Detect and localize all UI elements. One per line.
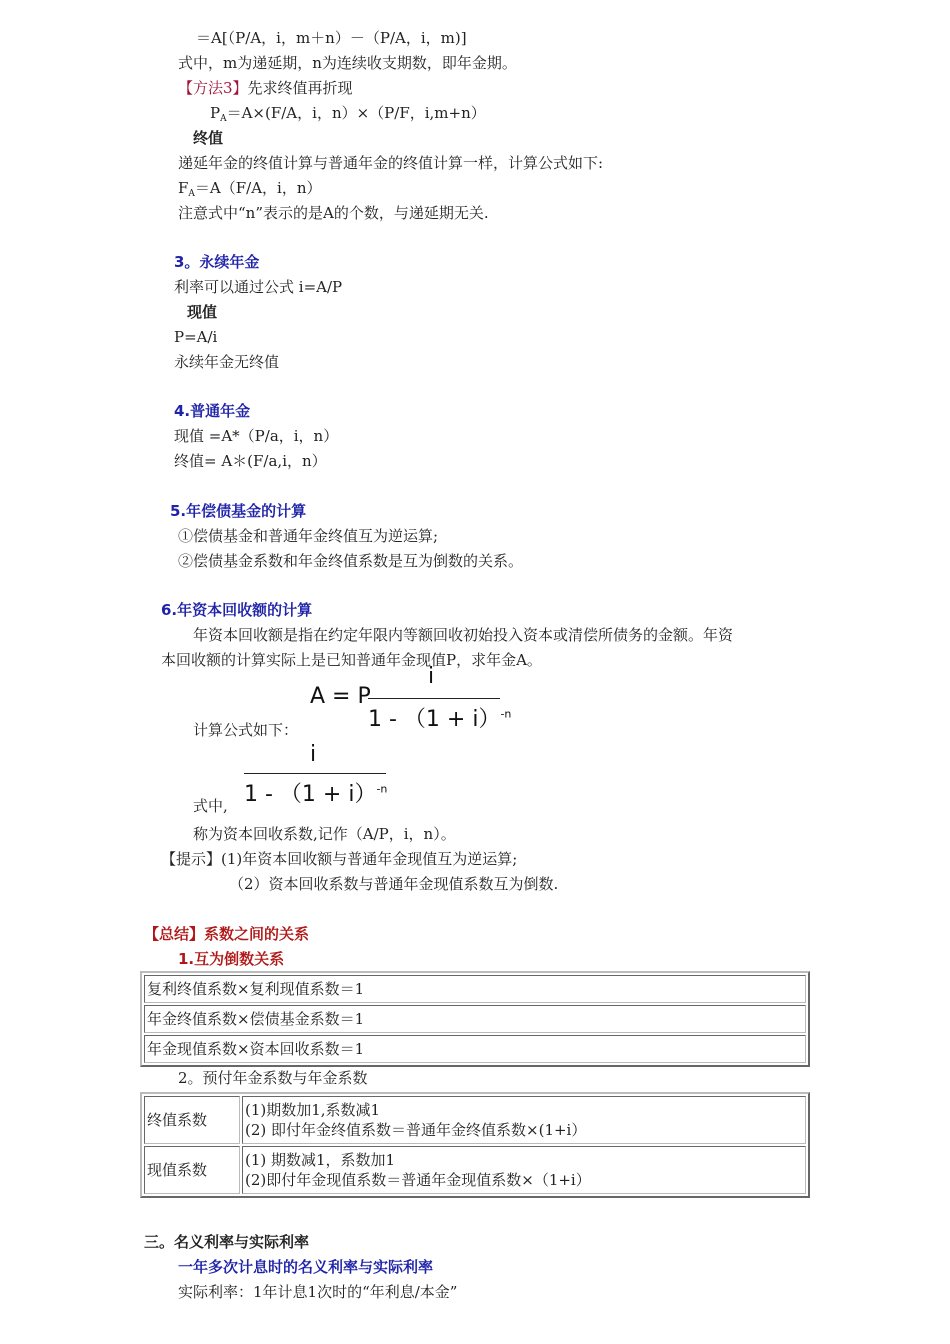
sinking-point-1: ①偿债基金和普通年金终值互为逆运算; (178, 527, 439, 545)
fa-symbol: F (178, 179, 189, 197)
perpetuity-formula: P=A/i (174, 328, 218, 346)
table-cell: 年金终值系数×偿债基金系数＝1 (144, 1005, 806, 1033)
table-cell: 年金现值系数×资本回收系数＝1 (144, 1035, 806, 1063)
definition-m-n: 式中，m为递延期，n为连续收支期数，即年金期。 (178, 54, 517, 72)
tip-tag: 【提示】 (161, 850, 222, 868)
tip-line-1 (161, 849, 517, 869)
section-ordinary-annuity-title: 4.普通年金 (174, 402, 251, 420)
section-nominal-real-subtitle: 一年多次计息时的名义利率与实际利率 (178, 1258, 434, 1276)
row-label: 终值系数 (144, 1096, 240, 1144)
denominator-base: 1 - （1 + i） (368, 707, 501, 732)
where-label: 式中, (193, 797, 228, 815)
calc-formula-label: 计算公式如下： (193, 721, 299, 739)
formula-denominator (368, 702, 511, 733)
real-rate-definition: 实际利率：1年计息1次时的“年利息/本金” (178, 1283, 458, 1301)
method-3-text: 先求终值再折现 (247, 79, 353, 97)
tip-text-1: (1)年资本回收额与普通年金现值互为逆运算; (221, 850, 518, 868)
fv-heading: 终值 (193, 129, 224, 147)
row-content-line: (2)即付年金现值系数＝普通年金现值系数×（1+i） (245, 1171, 591, 1189)
tip-line-2: （2）资本回收系数与普通年金现值系数互为倒数. (229, 875, 559, 893)
formula-numerator: i (428, 664, 435, 689)
fv-description: 递延年金的终值计算与普通年金的终值计算一样，计算公式如下: (178, 154, 604, 172)
capital-recovery-para-2: 本回收额的计算实际上是已知普通年金现值P，求年金A。 (161, 651, 542, 669)
section-perpetuity-title: 3。永续年金 (174, 253, 260, 271)
coefficient-numerator: i (310, 742, 317, 767)
table-cell: 复利终值系数×复利现值系数＝1 (144, 975, 806, 1003)
fa-expression: ＝A（F/A，i，n） (194, 179, 322, 197)
ordinary-pv: 现值 =A*（P/a，i，n） (174, 427, 339, 445)
summary-reciprocal-title: 1.互为倒数关系 (178, 950, 285, 968)
method-3-line (178, 78, 353, 98)
table-row (144, 1005, 806, 1033)
table-row (144, 1035, 806, 1063)
row-content-line: (2) 即付年金终值系数＝普通年金终值系数×(1+i） (245, 1121, 587, 1139)
formula-pa (210, 103, 486, 129)
coefficient-denominator-base: 1 - （1 + i） (244, 782, 377, 807)
capital-recovery-coefficient (242, 742, 392, 806)
table-row (144, 1146, 806, 1194)
coefficient-fraction-bar (244, 773, 386, 774)
coefficient-denominator (244, 777, 387, 808)
summary-prepaid-title: 2。预付年金系数与年金系数 (178, 1069, 368, 1087)
row-content-line: (1)期数加1,系数减1 (245, 1101, 381, 1119)
formula-fa (178, 178, 322, 204)
pa-symbol: P (210, 104, 221, 122)
formula-deferred-pv: ＝A[（P/A，i，m＋n）－（P/A，i，m)] (196, 29, 467, 47)
capital-recovery-formula (310, 664, 512, 732)
perpetuity-no-fv: 永续年金无终值 (174, 353, 280, 371)
pa-subscript: A (220, 114, 227, 124)
perpetuity-pv-heading: 现值 (187, 303, 218, 321)
summary-title: 【总结】系数之间的关系 (144, 925, 310, 943)
row-content (242, 1146, 806, 1194)
perpetuity-rate: 利率可以通过公式 i=A/P (174, 278, 343, 296)
prepaid-table (140, 1092, 810, 1198)
pa-expression: ＝A×(F/A，i，n）×（P/F，i,m+n） (226, 104, 486, 122)
reciprocal-table (140, 971, 810, 1067)
row-label: 现值系数 (144, 1146, 240, 1194)
method-3-tag: 【方法3】 (178, 79, 248, 97)
coefficient-exponent: -n (376, 782, 388, 796)
ordinary-fv: 终值= A＊(F/a,i，n） (174, 452, 327, 470)
capital-recovery-para-1: 年资本回收额是指在约定年限内等额回收初始投入资本或清偿所债务的金额。年资 (193, 626, 734, 644)
sinking-point-2: ②偿债基金系数和年金终值系数是互为倒数的关系。 (178, 552, 524, 570)
section-nominal-real-title: 三。名义利率与实际利率 (144, 1233, 310, 1251)
formula-lhs: A = P (310, 684, 371, 709)
table-row (144, 975, 806, 1003)
fraction-bar (368, 698, 500, 699)
row-content (242, 1096, 806, 1144)
table-row (144, 1096, 806, 1144)
denominator-exponent: -n (500, 707, 512, 721)
coefficient-name: 称为资本回收系数,记作（A/P，i，n）。 (193, 825, 456, 843)
fa-subscript: A (188, 189, 195, 199)
fv-note: 注意式中“n”表示的是A的个数，与递延期无关. (178, 204, 489, 222)
section-sinking-fund-title: 5.年偿债基金的计算 (170, 502, 307, 520)
row-content-line: (1) 期数减1，系数加1 (245, 1151, 396, 1169)
section-capital-recovery-title: 6.年资本回收额的计算 (161, 601, 313, 619)
